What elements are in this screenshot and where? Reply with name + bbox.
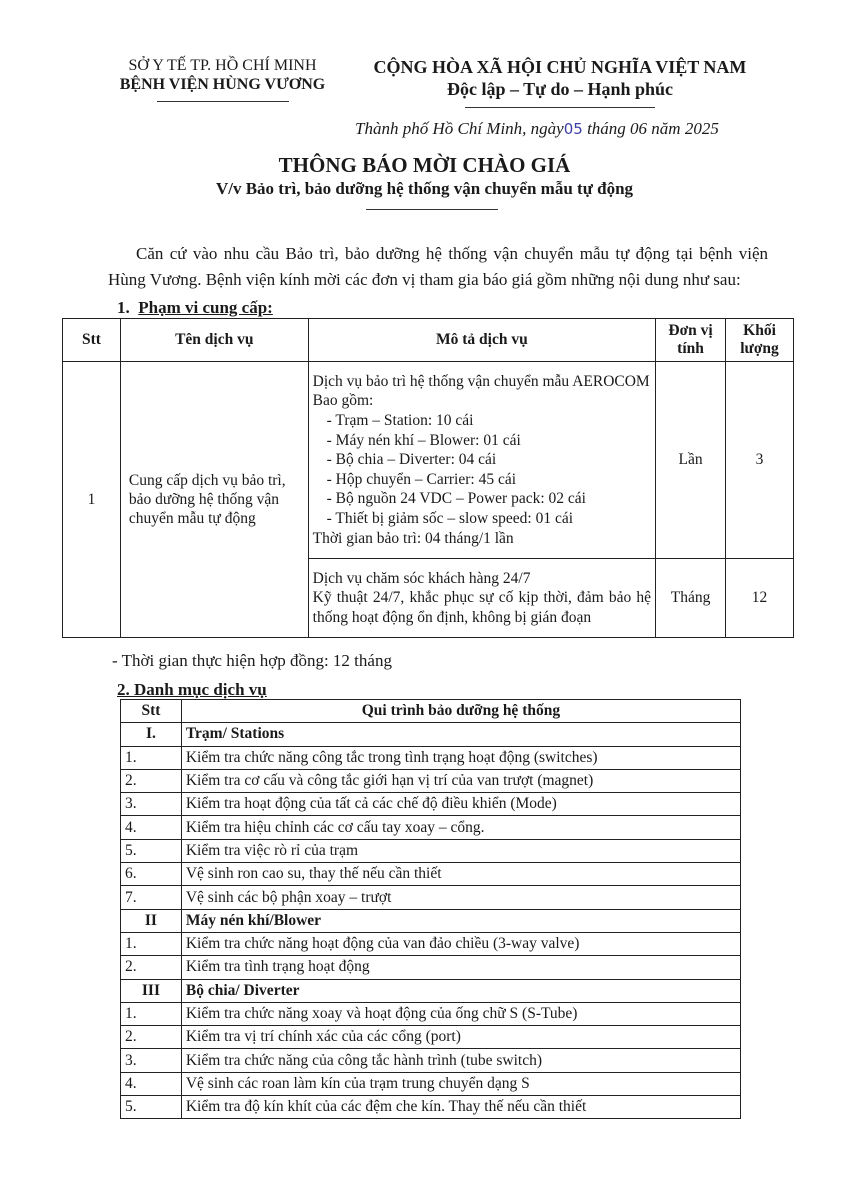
row-unit: Tháng	[656, 559, 726, 638]
row-quantity: 12	[726, 559, 794, 638]
desc-title: Dịch vụ chăm sóc khách hàng 24/7	[312, 569, 531, 587]
national-motto-block	[350, 56, 770, 100]
section-1-number: 1.	[117, 298, 130, 317]
row-service-name: Cung cấp dịch vụ bảo trì, bảo dưỡng hệ thống vận chuyển mẫu tự động	[120, 362, 308, 638]
group-name: Bộ chia/ Diverter	[181, 979, 740, 1002]
item-stt: 2.	[121, 956, 182, 979]
desc-line: - Thiết bị giảm sốc – slow speed: 01 cái	[326, 509, 574, 527]
national-motto: Độc lập – Tự do – Hạnh phúc	[446, 79, 674, 99]
desc-footer: Thời gian bảo trì: 04 tháng/1 lần	[312, 529, 514, 547]
motto-underline	[465, 107, 655, 108]
item-stt: 1.	[121, 932, 182, 955]
scope-table-header	[63, 319, 794, 362]
table-row	[121, 886, 741, 909]
table-row	[121, 1096, 741, 1119]
group-name: Máy nén khí/Blower	[181, 909, 740, 932]
header-service-name: Tên dịch vụ	[120, 319, 308, 362]
header-unit: Đơn vị tính	[656, 319, 726, 362]
row-description-support	[308, 559, 655, 638]
item-stt: 2.	[121, 769, 182, 792]
item-stt: 4.	[121, 816, 182, 839]
table-row	[121, 769, 741, 792]
agency-block	[100, 56, 345, 94]
item-text: Kiểm tra chức năng xoay và hoạt động của ống chữ S (S-Tube)	[181, 1002, 740, 1025]
notice-title: THÔNG BÁO MỜI CHÀO GIÁ	[278, 153, 571, 177]
header-quantity: Khối lượng	[726, 319, 794, 362]
desc-title: Dịch vụ bảo trì hệ thống vận chuyển mẫu AEROCOM	[312, 372, 650, 390]
group-row	[121, 723, 741, 746]
group-stt: II	[121, 909, 182, 932]
intro-paragraph: Căn cứ vào nhu cầu Bảo trì, bảo dưỡng hệ thống vận chuyển mẫu tự động tại bệnh viện Hùng Vương. Bệnh viện kính mời các đơn vị tham gia báo giá gồm những nội dung như sau:	[108, 244, 768, 289]
desc-line: - Hộp chuyển – Carrier: 45 cái	[326, 470, 517, 488]
table-row	[121, 932, 741, 955]
group-stt: I.	[121, 723, 182, 746]
item-stt: 5.	[121, 839, 182, 862]
item-text: Kiểm tra cơ cấu và công tắc giới hạn vị trí của van trượt (magnet)	[181, 769, 740, 792]
item-stt: 1.	[121, 746, 182, 769]
section-1-heading	[117, 298, 273, 318]
header-stt: Stt	[63, 319, 121, 362]
desc-line: - Bộ chia – Diverter: 04 cái	[326, 451, 497, 469]
contract-duration: - Thời gian thực hiện hợp đồng: 12 tháng	[112, 651, 392, 670]
item-stt: 2.	[121, 1026, 182, 1049]
agency-department: SỞ Y TẾ TP. HỒ CHÍ MINH	[128, 57, 317, 74]
table-row	[121, 956, 741, 979]
table-row	[121, 793, 741, 816]
section-2-heading	[117, 680, 267, 700]
service-list-header	[121, 700, 741, 723]
date-suffix: tháng 06 năm 2025	[582, 119, 719, 138]
group-row	[121, 979, 741, 1002]
item-text: Vệ sinh các roan làm kín của trạm trung chuyển dạng S	[181, 1072, 740, 1095]
scope-table	[62, 318, 794, 638]
row-description-maintenance	[308, 362, 655, 559]
service-list-table	[120, 699, 741, 1119]
desc-line: - Bộ nguồn 24 VDC – Power pack: 02 cái	[326, 490, 586, 508]
section-1-title: Phạm vi cung cấp:	[138, 298, 273, 317]
header-service-description: Mô tả dịch vụ	[308, 319, 655, 362]
table-row	[121, 1002, 741, 1025]
table-row	[121, 746, 741, 769]
desc-include: Bao gồm:	[312, 392, 374, 410]
item-stt: 6.	[121, 863, 182, 886]
table-row	[121, 1026, 741, 1049]
header-procedure: Qui trình bảo dưỡng hệ thống	[181, 700, 740, 723]
scope-table-row	[63, 362, 794, 559]
item-stt: 1.	[121, 1002, 182, 1025]
item-text: Kiểm tra chức năng của công tắc hành trình (tube switch)	[181, 1049, 740, 1072]
header-stt: Stt	[121, 700, 182, 723]
section-2-title: 2. Danh mục dịch vụ	[117, 680, 267, 699]
date-day-handwritten: 05	[563, 120, 583, 138]
item-stt: 3.	[121, 793, 182, 816]
table-row	[121, 1049, 741, 1072]
group-name: Trạm/ Stations	[181, 723, 740, 746]
item-text: Vệ sinh các bộ phận xoay – trượt	[181, 886, 740, 909]
item-text: Kiểm tra hoạt động của tất cả các chế độ điều khiển (Mode)	[181, 793, 740, 816]
desc-line: - Máy nén khí – Blower: 01 cái	[326, 431, 521, 449]
item-text: Kiểm tra việc rò rỉ của trạm	[181, 839, 740, 862]
item-text: Vệ sinh ron cao su, thay thế nếu cần thiết	[181, 863, 740, 886]
item-stt: 4.	[121, 1072, 182, 1095]
table-row	[121, 816, 741, 839]
item-stt: 3.	[121, 1049, 182, 1072]
row-stt: 1	[63, 362, 121, 638]
item-text: Kiểm tra vị trí chính xác của các cổng (port)	[181, 1026, 740, 1049]
desc-body: Kỹ thuật 24/7, khắc phục sự cố kịp thời, đảm bảo hệ thống hoạt động ổn định, không bị gián đoạn	[312, 589, 652, 626]
row-unit: Lần	[656, 362, 726, 559]
table-row	[121, 863, 741, 886]
agency-underline	[157, 101, 289, 102]
item-text: Kiểm tra độ kín khít của các đệm che kín. Thay thế nếu cần thiết	[181, 1096, 740, 1119]
desc-line: - Trạm – Station: 10 cái	[326, 412, 474, 430]
table-row	[121, 1072, 741, 1095]
group-row	[121, 909, 741, 932]
date-prefix: Thành phố Hồ Chí Minh, ngày	[355, 119, 564, 138]
date-line	[355, 119, 719, 139]
item-text: Kiểm tra chức năng công tắc trong tình trạng hoạt động (switches)	[181, 746, 740, 769]
national-title: CỘNG HÒA XÃ HỘI CHỦ NGHĨA VIỆT NAM	[373, 57, 747, 77]
item-text: Kiểm tra hiệu chỉnh các cơ cấu tay xoay – cổng.	[181, 816, 740, 839]
row-quantity: 3	[726, 362, 794, 559]
item-text: Kiểm tra tình trạng hoạt động	[181, 956, 740, 979]
subject-underline	[366, 209, 498, 210]
table-row	[121, 839, 741, 862]
group-stt: III	[121, 979, 182, 1002]
item-stt: 5.	[121, 1096, 182, 1119]
agency-hospital: BỆNH VIỆN HÙNG VƯƠNG	[119, 76, 326, 93]
notice-subject: V/v Bảo trì, bảo dưỡng hệ thống vận chuyển mẫu tự động	[215, 179, 634, 198]
item-text: Kiểm tra chức năng hoạt động của van đảo chiều (3-way valve)	[181, 932, 740, 955]
item-stt: 7.	[121, 886, 182, 909]
